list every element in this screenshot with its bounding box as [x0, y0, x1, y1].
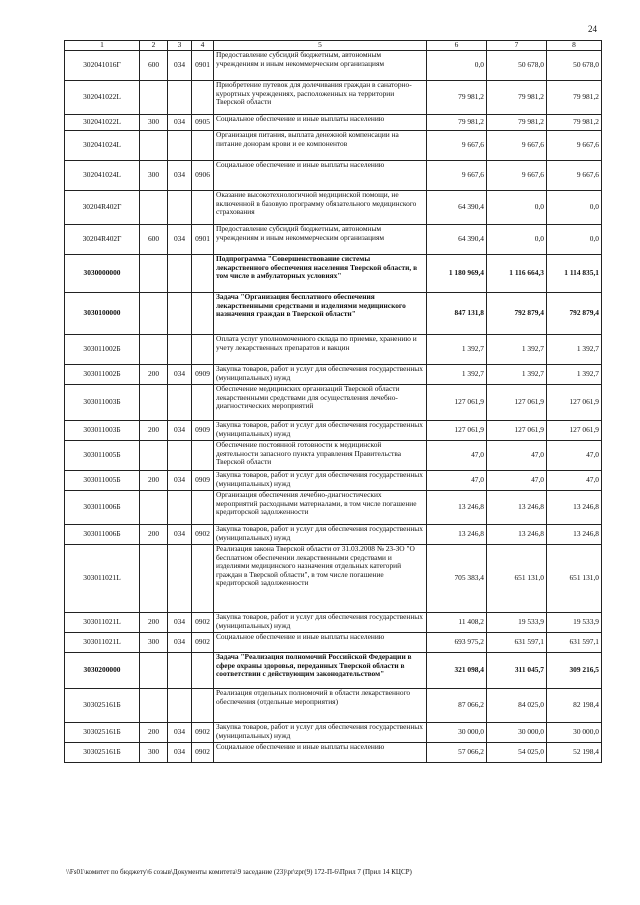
value-col-8: 13 246,8: [547, 525, 602, 545]
ministry-code: [168, 441, 192, 471]
row-name: Закупка товаров, работ и услуг для обеспечения государственных (муниципальных) нужд: [214, 471, 427, 491]
table-row: [65, 131, 602, 161]
row-code: 303011002Б: [65, 335, 140, 365]
row-name: Организация обеспечения лечебно-диагностических мероприятий расходными материалами, в том числе погашение кредиторской задолженности: [214, 491, 427, 525]
section-code: [140, 293, 168, 335]
row-name: Оплата услуг уполномоченного склада по приемке, хранению и учету лекарственных препаратов и вакцин: [214, 335, 427, 365]
row-name: Реализация отдельных полномочий в области лекарственного обеспечения (отдельные мероприятия): [214, 689, 427, 723]
value-col-6: 13 246,8: [427, 525, 487, 545]
file-path-footer: \\Fs01\комитет по бюджету\6 созыв\Документы комитета\9 заседание (23)\pr\zpr(9) 172-П-6\Прил 7 (Прил 14 КЦСР): [66, 868, 412, 876]
section-code: [140, 545, 168, 613]
subsection-code: [192, 81, 214, 115]
section-code: [140, 441, 168, 471]
ministry-code: 034: [168, 51, 192, 81]
row-code: 303011021L: [65, 633, 140, 653]
value-col-8: 30 000,0: [547, 723, 602, 743]
row-code: 302041022L: [65, 115, 140, 131]
value-col-8: 52 198,4: [547, 743, 602, 763]
value-col-6: 87 066,2: [427, 689, 487, 723]
section-code: [140, 491, 168, 525]
subsection-code: 0905: [192, 115, 214, 131]
value-col-6: 30 000,0: [427, 723, 487, 743]
table-body: [65, 51, 602, 763]
section-code: [140, 255, 168, 293]
value-col-6: 127 061,9: [427, 385, 487, 421]
value-col-6: 57 066,2: [427, 743, 487, 763]
table-row: [65, 613, 602, 633]
section-code: 200: [140, 421, 168, 441]
row-name: Предоставление субсидий бюджетным, автономным учреждениям и иным некоммерческим организациям: [214, 225, 427, 255]
section-code: 300: [140, 633, 168, 653]
header-row: [65, 41, 602, 51]
ministry-code: [168, 545, 192, 613]
row-name: Закупка товаров, работ и услуг для обеспечения государственных (муниципальных) нужд: [214, 525, 427, 545]
table-row: [65, 293, 602, 335]
table-row: [65, 225, 602, 255]
value-col-6: 9 667,6: [427, 131, 487, 161]
value-col-8: 1 392,7: [547, 365, 602, 385]
table-row: [65, 689, 602, 723]
col-header: 1: [65, 41, 140, 51]
ministry-code: [168, 191, 192, 225]
value-col-6: 64 390,4: [427, 225, 487, 255]
subsection-code: [192, 191, 214, 225]
table-row: [65, 421, 602, 441]
ministry-code: [168, 335, 192, 365]
value-col-6: 11 408,2: [427, 613, 487, 633]
value-col-6: 0,0: [427, 51, 487, 81]
value-col-7: 127 061,9: [487, 385, 547, 421]
section-code: 600: [140, 51, 168, 81]
row-code: 303011003Б: [65, 385, 140, 421]
value-col-8: 82 198,4: [547, 689, 602, 723]
value-col-7: 84 025,0: [487, 689, 547, 723]
row-code: 3030100000: [65, 293, 140, 335]
row-name: Обеспечение медицинских организаций Тверской области лекарственными средствами для осуществления лечебно-диагностических мероприятий: [214, 385, 427, 421]
ministry-code: 034: [168, 613, 192, 633]
subsection-code: 0909: [192, 471, 214, 491]
row-code: 30204R402Г: [65, 225, 140, 255]
subsection-code: 0909: [192, 421, 214, 441]
row-code: 303011005Б: [65, 441, 140, 471]
table-row: [65, 491, 602, 525]
subsection-code: [192, 385, 214, 421]
row-name: Реализация закона Тверской области от 31.03.2008 № 23-ЗО "О бесплатном обеспечении лекарственными средствами и изделиями медицинского назначения отдельных категорий граждан в Тверской области", в том числе погашение кредиторской задолженности: [214, 545, 427, 613]
row-code: 302041024L: [65, 161, 140, 191]
value-col-7: 9 667,6: [487, 131, 547, 161]
table-row: [65, 51, 602, 81]
value-col-7: 54 025,0: [487, 743, 547, 763]
value-col-6: 1 392,7: [427, 335, 487, 365]
value-col-7: 127 061,9: [487, 421, 547, 441]
value-col-7: 792 879,4: [487, 293, 547, 335]
ministry-code: 034: [168, 225, 192, 255]
row-name: Подпрограмма "Совершенствование системы лекарственного обеспечения населения Тверской области, в том числе в амбулаторных условиях": [214, 255, 427, 293]
budget-table: [64, 40, 602, 763]
ministry-code: 034: [168, 743, 192, 763]
value-col-6: 321 098,4: [427, 653, 487, 689]
value-col-6: 64 390,4: [427, 191, 487, 225]
page-number: 24: [588, 24, 597, 34]
row-code: 303025161Б: [65, 743, 140, 763]
row-code: 302041022L: [65, 81, 140, 115]
row-name: Приобретение путевок для долечивания граждан в санаторно-курортных учреждениях, расположенных на территории Тверской области: [214, 81, 427, 115]
row-name: Закупка товаров, работ и услуг для обеспечения государственных (муниципальных) нужд: [214, 365, 427, 385]
subsection-code: 0902: [192, 723, 214, 743]
value-col-6: 79 981,2: [427, 81, 487, 115]
section-code: 200: [140, 471, 168, 491]
row-code: 303025161Б: [65, 689, 140, 723]
section-code: 200: [140, 723, 168, 743]
value-col-8: 9 667,6: [547, 161, 602, 191]
value-col-7: 13 246,8: [487, 491, 547, 525]
value-col-7: 0,0: [487, 225, 547, 255]
row-code: 303011005Б: [65, 471, 140, 491]
value-col-8: 127 061,9: [547, 421, 602, 441]
value-col-7: 0,0: [487, 191, 547, 225]
value-col-8: 651 131,0: [547, 545, 602, 613]
row-code: 30204R402Г: [65, 191, 140, 225]
subsection-code: 0902: [192, 633, 214, 653]
ministry-code: 034: [168, 471, 192, 491]
value-col-6: 705 383,4: [427, 545, 487, 613]
value-col-8: 79 981,2: [547, 81, 602, 115]
section-code: [140, 653, 168, 689]
row-code: 3030000000: [65, 255, 140, 293]
value-col-7: 79 981,2: [487, 115, 547, 131]
col-header: 4: [192, 41, 214, 51]
subsection-code: [192, 441, 214, 471]
col-header: 7: [487, 41, 547, 51]
row-code: 303011021L: [65, 613, 140, 633]
section-code: [140, 81, 168, 115]
value-col-8: 13 246,8: [547, 491, 602, 525]
value-col-7: 9 667,6: [487, 161, 547, 191]
subsection-code: [192, 293, 214, 335]
row-name: Организация питания, выплата денежной компенсации на питание донорам крови и ее компонентов: [214, 131, 427, 161]
table-row: [65, 365, 602, 385]
ministry-code: [168, 293, 192, 335]
table-row: [65, 723, 602, 743]
ministry-code: 034: [168, 365, 192, 385]
row-name: Социальное обеспечение и иные выплаты населению: [214, 743, 427, 763]
col-header: 2: [140, 41, 168, 51]
table-row: [65, 743, 602, 763]
row-code: 302041024L: [65, 131, 140, 161]
row-name: Социальное обеспечение и иные выплаты населению: [214, 115, 427, 131]
table-row: [65, 633, 602, 653]
col-header: 8: [547, 41, 602, 51]
value-col-6: 693 975,2: [427, 633, 487, 653]
value-col-6: 13 246,8: [427, 491, 487, 525]
value-col-8: 309 216,5: [547, 653, 602, 689]
ministry-code: [168, 81, 192, 115]
value-col-6: 1 392,7: [427, 365, 487, 385]
table-row: [65, 161, 602, 191]
subsection-code: 0906: [192, 161, 214, 191]
subsection-code: 0901: [192, 225, 214, 255]
row-name: Обеспечение постоянной готовности к медицинской деятельности запасного пункта управления Правительства Тверской области: [214, 441, 427, 471]
row-name: Предоставление субсидий бюджетным, автономным учреждениям и иным некоммерческим организациям: [214, 51, 427, 81]
row-code: 302041016Г: [65, 51, 140, 81]
value-col-8: 631 597,1: [547, 633, 602, 653]
table-row: [65, 81, 602, 115]
section-code: [140, 689, 168, 723]
subsection-code: [192, 335, 214, 365]
value-col-6: 47,0: [427, 471, 487, 491]
subsection-code: [192, 255, 214, 293]
value-col-6: 1 180 969,4: [427, 255, 487, 293]
ministry-code: 034: [168, 525, 192, 545]
col-header: 6: [427, 41, 487, 51]
ministry-code: [168, 653, 192, 689]
value-col-7: 1 392,7: [487, 365, 547, 385]
row-code: 303011002Б: [65, 365, 140, 385]
row-name: Оказание высокотехнологичной медицинской помощи, не включенной в базовую программу обязательного медицинского страхования: [214, 191, 427, 225]
value-col-8: 1 114 835,1: [547, 255, 602, 293]
row-name: Социальное обеспечение и иные выплаты населению: [214, 633, 427, 653]
value-col-7: 19 533,9: [487, 613, 547, 633]
value-col-8: 79 981,2: [547, 115, 602, 131]
value-col-8: 19 533,9: [547, 613, 602, 633]
row-code: 303011006Б: [65, 525, 140, 545]
subsection-code: [192, 689, 214, 723]
value-col-8: 50 678,0: [547, 51, 602, 81]
subsection-code: [192, 545, 214, 613]
subsection-code: 0902: [192, 525, 214, 545]
row-name: Закупка товаров, работ и услуг для обеспечения государственных (муниципальных) нужд: [214, 421, 427, 441]
section-code: 200: [140, 525, 168, 545]
col-header: 3: [168, 41, 192, 51]
table-row: [65, 441, 602, 471]
row-name: Задача "Организация бесплатного обеспечения лекарственными средствами и изделиями медицинского назначения граждан в Тверской области": [214, 293, 427, 335]
ministry-code: [168, 385, 192, 421]
subsection-code: 0901: [192, 51, 214, 81]
row-code: 3030200000: [65, 653, 140, 689]
table-row: [65, 653, 602, 689]
ministry-code: 034: [168, 633, 192, 653]
subsection-code: [192, 131, 214, 161]
section-code: 300: [140, 161, 168, 191]
value-col-7: 1 116 664,3: [487, 255, 547, 293]
table-row: [65, 191, 602, 225]
table-row: [65, 545, 602, 613]
subsection-code: [192, 653, 214, 689]
section-code: 200: [140, 613, 168, 633]
value-col-6: 47,0: [427, 441, 487, 471]
section-code: 200: [140, 365, 168, 385]
value-col-8: 1 392,7: [547, 335, 602, 365]
section-code: [140, 131, 168, 161]
row-name: Социальное обеспечение и иные выплаты населению: [214, 161, 427, 191]
value-col-7: 50 678,0: [487, 51, 547, 81]
section-code: [140, 191, 168, 225]
value-col-6: 9 667,6: [427, 161, 487, 191]
table-row: [65, 335, 602, 365]
row-code: 303011021L: [65, 545, 140, 613]
section-code: [140, 385, 168, 421]
value-col-7: 47,0: [487, 471, 547, 491]
value-col-6: 127 061,9: [427, 421, 487, 441]
section-code: 600: [140, 225, 168, 255]
subsection-code: 0902: [192, 743, 214, 763]
ministry-code: 034: [168, 723, 192, 743]
value-col-8: 47,0: [547, 441, 602, 471]
row-name: Закупка товаров, работ и услуг для обеспечения государственных (муниципальных) нужд: [214, 723, 427, 743]
table-row: [65, 115, 602, 131]
value-col-8: 0,0: [547, 225, 602, 255]
row-code: 303011006Б: [65, 491, 140, 525]
value-col-6: 79 981,2: [427, 115, 487, 131]
value-col-8: 127 061,9: [547, 385, 602, 421]
subsection-code: 0909: [192, 365, 214, 385]
row-name: Закупка товаров, работ и услуг для обеспечения государственных (муниципальных) нужд: [214, 613, 427, 633]
ministry-code: 034: [168, 421, 192, 441]
table-row: [65, 471, 602, 491]
value-col-7: 13 246,8: [487, 525, 547, 545]
value-col-8: 0,0: [547, 191, 602, 225]
ministry-code: [168, 255, 192, 293]
ministry-code: 034: [168, 115, 192, 131]
value-col-6: 847 131,8: [427, 293, 487, 335]
row-code: 303025161Б: [65, 723, 140, 743]
value-col-8: 9 667,6: [547, 131, 602, 161]
ministry-code: [168, 131, 192, 161]
value-col-7: 311 045,7: [487, 653, 547, 689]
row-name: Задача "Реализация полномочий Российской Федерации в сфере охраны здоровья, переданных Тверской области в соответствии с действующим законодательством": [214, 653, 427, 689]
value-col-7: 651 131,0: [487, 545, 547, 613]
table-row: [65, 385, 602, 421]
subsection-code: 0902: [192, 613, 214, 633]
value-col-8: 792 879,4: [547, 293, 602, 335]
table-row: [65, 255, 602, 293]
value-col-7: 1 392,7: [487, 335, 547, 365]
value-col-8: 47,0: [547, 471, 602, 491]
subsection-code: [192, 491, 214, 525]
value-col-7: 79 981,2: [487, 81, 547, 115]
value-col-7: 631 597,1: [487, 633, 547, 653]
section-code: 300: [140, 743, 168, 763]
row-code: 303011003Б: [65, 421, 140, 441]
ministry-code: [168, 689, 192, 723]
ministry-code: 034: [168, 161, 192, 191]
section-code: [140, 335, 168, 365]
value-col-7: 47,0: [487, 441, 547, 471]
table-row: [65, 525, 602, 545]
ministry-code: [168, 491, 192, 525]
value-col-7: 30 000,0: [487, 723, 547, 743]
col-header: 5: [214, 41, 427, 51]
section-code: 300: [140, 115, 168, 131]
